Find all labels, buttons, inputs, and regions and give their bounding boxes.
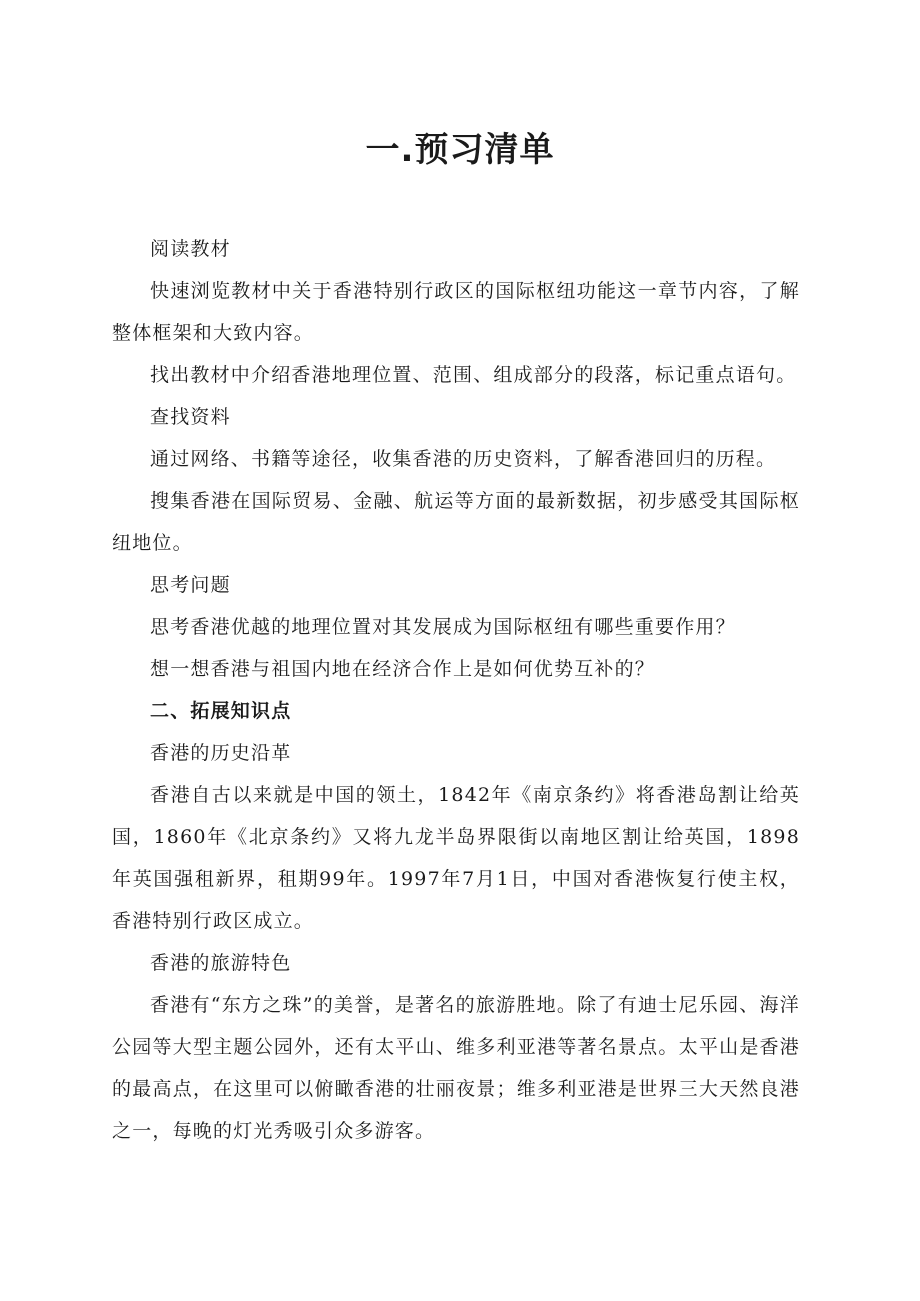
paragraph: 想一想香港与祖国内地在经济合作上是如何优势互补的？ xyxy=(150,658,656,680)
section-heading: 二、拓展知识点 xyxy=(150,700,292,722)
subheading-think-questions: 思考问题 xyxy=(150,574,231,596)
paragraph: 搜集香港在国际贸易、金融、航运等方面的最新数据，初步感受其国际枢纽地位。 xyxy=(112,490,800,554)
page-title: 一.预习清单 xyxy=(365,130,555,170)
subheading-read-textbook: 阅读教材 xyxy=(150,238,231,260)
paragraph: 香港自古以来就是中国的领土，1842年《南京条约》将香港岛割让给英国，1860年《北京条约》又将九龙半岛界限街以南地区割让给英国，1898年英国强租新界，租期99年。1997年7月1日，中国对香港恢复行使主权，香港特别行政区成立。 xyxy=(112,784,800,932)
paragraph: 通过网络、书籍等途径，收集香港的历史资料，了解香港回归的历程。 xyxy=(150,448,777,470)
paragraph: 思考香港优越的地理位置对其发展成为国际枢纽有哪些重要作用？ xyxy=(150,616,736,638)
subheading-history: 香港的历史沿革 xyxy=(150,742,292,764)
paragraph: 香港有“东方之珠”的美誉，是著名的旅游胜地。除了有迪士尼乐园、海洋公园等大型主题公园外，还有太平山、维多利亚港等著名景点。太平山是香港的最高点，在这里可以俯瞰香港的壮丽夜景；维多利亚港是世界三大天然良港之一，每晚的灯光秀吸引众多游客。 xyxy=(112,994,800,1142)
paragraph: 快速浏览教材中关于香港特别行政区的国际枢纽功能这一章节内容，了解整体框架和大致内容。 xyxy=(112,280,800,344)
paragraph: 找出教材中介绍香港地理位置、范围、组成部分的段落，标记重点语句。 xyxy=(150,364,797,386)
subheading-tourism: 香港的旅游特色 xyxy=(150,952,292,974)
document-body xyxy=(112,228,800,1152)
subheading-find-materials: 查找资料 xyxy=(150,406,231,428)
